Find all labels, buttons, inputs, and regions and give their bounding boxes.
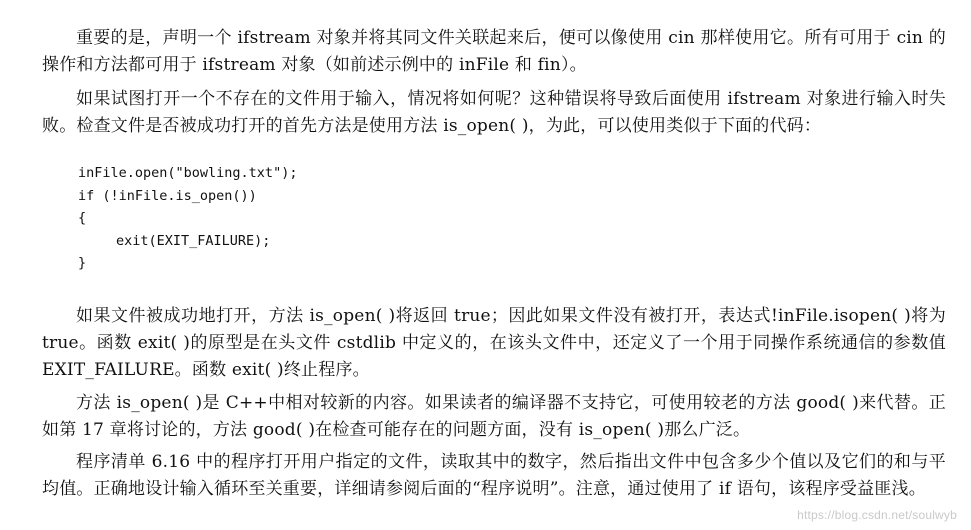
paragraph-nonexistent-file: 如果试图打开一个不存在的文件用于输入，情况将如何呢？这种错误将导致后面使用 ifstream 对象进行输入时失败。检查文件是否被成功打开的首先方法是使用方法 is_open( )，为此，可以使用类似于下面的代码： (42, 89, 946, 136)
paragraph-good-method: 方法 is_open( )是 C++中相对较新的内容。如果读者的编译器不支持它，可使用较老的方法 good( )来代替。正如第 17 章将讨论的，方法 good( )在检查可能存在的问题方面，没有 is_open( )那么广泛。 (42, 393, 946, 440)
code-line-exit: exit(EXIT_FAILURE); (116, 232, 271, 249)
watermark-url: https://blog.csdn.net/soulwyb (797, 508, 957, 522)
paragraph-is-open-explanation: 如果文件被成功地打开，方法 is_open( )将返回 true；因此如果文件没有被打开，表达式!inFile.isopen( )将为 true。函数 exit( )的原型是在头文件 cstdlib 中定义的，在该头文件中，还定义了一个用于同操作系统通信的参数值 EXIT_FAILURE。函数 exit( )终止程序。 (42, 306, 946, 380)
code-block (78, 162, 598, 275)
code-line-close-brace: } (78, 255, 87, 271)
paragraph-program-listing: 程序清单 6.16 中的程序打开用户指定的文件，读取其中的数字，然后指出文件中包含多少个值以及它们的和与平均值。正确地设计输入循环至关重要，详细请参阅后面的“程序说明”。注意，通过使用了 if 语句，该程序受益匪浅。 (42, 452, 946, 499)
paragraph-ifstream-usage: 重要的是，声明一个 ifstream 对象并将其同文件关联起来后，便可以像使用 cin 那样使用它。所有可用于 cin 的操作和方法都可用于 ifstream 对象（如前述示例中的 inFile 和 fin）。 (42, 28, 946, 75)
code-line-if: if (!inFile.is_open()) (78, 187, 257, 204)
code-line-open-brace: { (78, 210, 87, 226)
code-line-open: inFile.open("bowling.txt"); (78, 165, 298, 181)
